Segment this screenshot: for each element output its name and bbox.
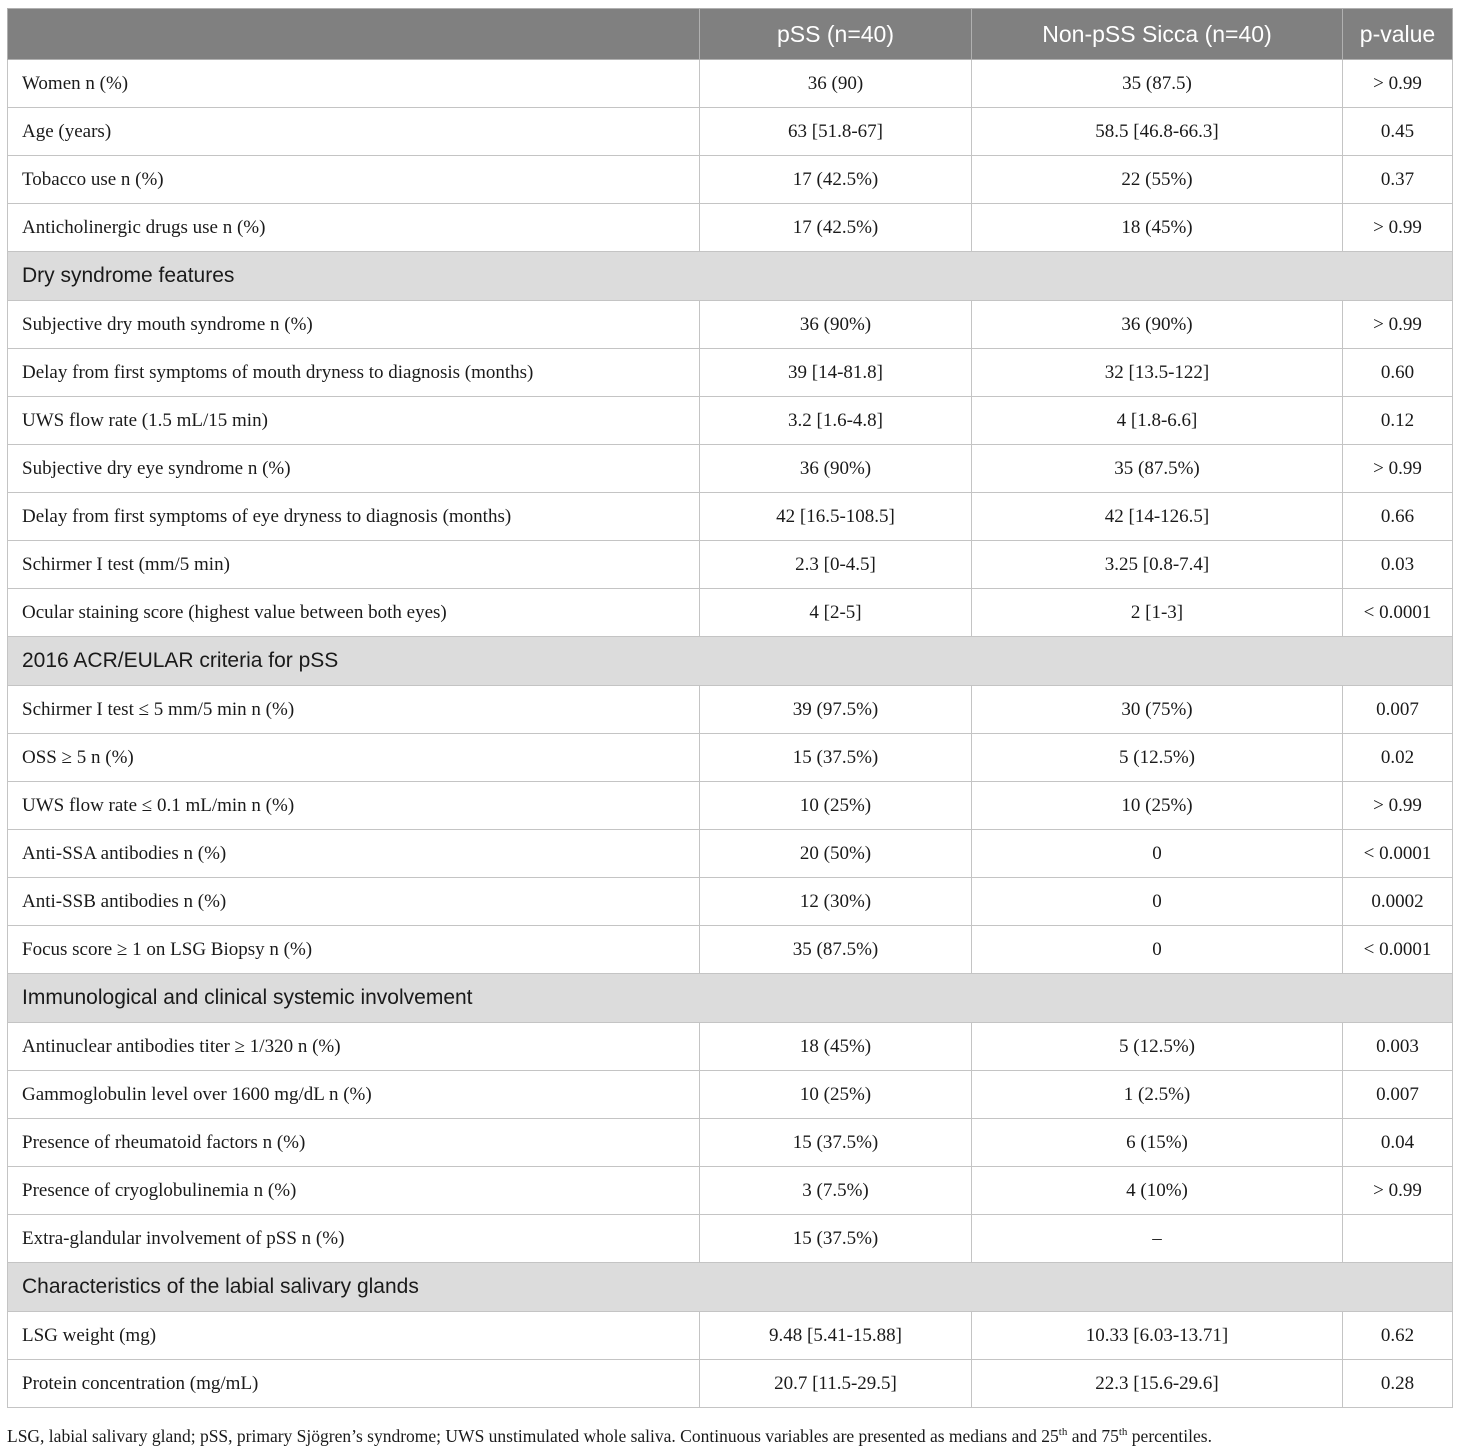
p-value: 0.60 xyxy=(1343,349,1453,397)
p-value: > 0.99 xyxy=(1343,204,1453,252)
p-value xyxy=(1343,1215,1453,1263)
p-value: < 0.0001 xyxy=(1343,589,1453,637)
table-row xyxy=(8,686,1453,734)
p-value: 0.003 xyxy=(1343,1023,1453,1071)
row-label: Protein concentration (mg/mL) xyxy=(8,1360,700,1408)
non-pss-value: 58.5 [46.8-66.3] xyxy=(972,108,1343,156)
pss-value: 3 (7.5%) xyxy=(700,1167,972,1215)
row-label: Antinuclear antibodies titer ≥ 1/320 n (%) xyxy=(8,1023,700,1071)
pss-value: 15 (37.5%) xyxy=(700,1215,972,1263)
table-row xyxy=(8,830,1453,878)
pss-value: 15 (37.5%) xyxy=(700,734,972,782)
row-label: Anticholinergic drugs use n (%) xyxy=(8,204,700,252)
table-row xyxy=(8,445,1453,493)
section-title: 2016 ACR/EULAR criteria for pSS xyxy=(8,637,1453,686)
pss-value: 15 (37.5%) xyxy=(700,1119,972,1167)
row-label: OSS ≥ 5 n (%) xyxy=(8,734,700,782)
table-row xyxy=(8,589,1453,637)
non-pss-value: 0 xyxy=(972,926,1343,974)
table-row xyxy=(8,734,1453,782)
row-label: Tobacco use n (%) xyxy=(8,156,700,204)
pss-value: 20.7 [11.5-29.5] xyxy=(700,1360,972,1408)
non-pss-value: 6 (15%) xyxy=(972,1119,1343,1167)
non-pss-value: 5 (12.5%) xyxy=(972,1023,1343,1071)
non-pss-value: – xyxy=(972,1215,1343,1263)
table-body xyxy=(8,60,1453,1408)
non-pss-value: 35 (87.5) xyxy=(972,60,1343,108)
row-label: Presence of rheumatoid factors n (%) xyxy=(8,1119,700,1167)
row-label: Focus score ≥ 1 on LSG Biopsy n (%) xyxy=(8,926,700,974)
section-header-row xyxy=(8,637,1453,686)
table-row xyxy=(8,301,1453,349)
p-value: 0.62 xyxy=(1343,1312,1453,1360)
footnote-superscript: th xyxy=(1118,1426,1128,1439)
pss-value: 4 [2-5] xyxy=(700,589,972,637)
row-label: Presence of cryoglobulinemia n (%) xyxy=(8,1167,700,1215)
pss-value: 2.3 [0-4.5] xyxy=(700,541,972,589)
p-value: > 0.99 xyxy=(1343,782,1453,830)
row-label: Anti-SSA antibodies n (%) xyxy=(8,830,700,878)
non-pss-value: 4 [1.8-6.6] xyxy=(972,397,1343,445)
table-row xyxy=(8,1023,1453,1071)
non-pss-value: 1 (2.5%) xyxy=(972,1071,1343,1119)
footnote-text: and 75 xyxy=(1067,1426,1119,1446)
table-row xyxy=(8,493,1453,541)
section-header-row xyxy=(8,252,1453,301)
row-label: Gammoglobulin level over 1600 mg/dL n (%) xyxy=(8,1071,700,1119)
non-pss-value: 22 (55%) xyxy=(972,156,1343,204)
data-table xyxy=(7,8,1453,1408)
p-value: 0.007 xyxy=(1343,1071,1453,1119)
pss-value: 39 (97.5%) xyxy=(700,686,972,734)
non-pss-value: 4 (10%) xyxy=(972,1167,1343,1215)
footnote-text: LSG, labial salivary gland; pSS, primary Sjögren’s syndrome; UWS unstimulated whole saliva. Continuous variables are presented as medians and 25 xyxy=(7,1426,1059,1446)
table-row xyxy=(8,878,1453,926)
footnote-superscript: th xyxy=(1058,1426,1068,1439)
pss-value: 10 (25%) xyxy=(700,782,972,830)
pss-value: 17 (42.5%) xyxy=(700,156,972,204)
non-pss-value: 18 (45%) xyxy=(972,204,1343,252)
header-variable xyxy=(8,9,700,60)
non-pss-value: 3.25 [0.8-7.4] xyxy=(972,541,1343,589)
non-pss-value: 10.33 [6.03-13.71] xyxy=(972,1312,1343,1360)
table-row xyxy=(8,349,1453,397)
non-pss-value: 2 [1-3] xyxy=(972,589,1343,637)
non-pss-value: 36 (90%) xyxy=(972,301,1343,349)
section-header-row xyxy=(8,1263,1453,1312)
non-pss-value: 0 xyxy=(972,830,1343,878)
pss-value: 36 (90) xyxy=(700,60,972,108)
header-pss: pSS (n=40) xyxy=(700,9,972,60)
table-row xyxy=(8,1167,1453,1215)
pss-value: 39 [14-81.8] xyxy=(700,349,972,397)
row-label: Extra-glandular involvement of pSS n (%) xyxy=(8,1215,700,1263)
table-footnote xyxy=(7,1426,1457,1447)
row-label: UWS flow rate ≤ 0.1 mL/min n (%) xyxy=(8,782,700,830)
p-value: 0.007 xyxy=(1343,686,1453,734)
table-row xyxy=(8,541,1453,589)
pss-value: 36 (90%) xyxy=(700,445,972,493)
non-pss-value: 32 [13.5-122] xyxy=(972,349,1343,397)
pss-value: 18 (45%) xyxy=(700,1023,972,1071)
section-title: Immunological and clinical systemic involvement xyxy=(8,974,1453,1023)
row-label: Anti-SSB antibodies n (%) xyxy=(8,878,700,926)
row-label: Schirmer I test (mm/5 min) xyxy=(8,541,700,589)
pss-value: 35 (87.5%) xyxy=(700,926,972,974)
table-row xyxy=(8,1119,1453,1167)
row-label: Women n (%) xyxy=(8,60,700,108)
p-value: 0.28 xyxy=(1343,1360,1453,1408)
pss-value: 3.2 [1.6-4.8] xyxy=(700,397,972,445)
pss-value: 10 (25%) xyxy=(700,1071,972,1119)
row-label: Delay from first symptoms of eye dryness to diagnosis (months) xyxy=(8,493,700,541)
p-value: 0.66 xyxy=(1343,493,1453,541)
p-value: 0.0002 xyxy=(1343,878,1453,926)
p-value: < 0.0001 xyxy=(1343,830,1453,878)
pss-value: 42 [16.5-108.5] xyxy=(700,493,972,541)
pss-value: 12 (30%) xyxy=(700,878,972,926)
pss-value: 9.48 [5.41-15.88] xyxy=(700,1312,972,1360)
row-label: UWS flow rate (1.5 mL/15 min) xyxy=(8,397,700,445)
table-row xyxy=(8,1071,1453,1119)
non-pss-value: 42 [14-126.5] xyxy=(972,493,1343,541)
p-value: 0.12 xyxy=(1343,397,1453,445)
row-label: LSG weight (mg) xyxy=(8,1312,700,1360)
table-row xyxy=(8,204,1453,252)
row-label: Schirmer I test ≤ 5 mm/5 min n (%) xyxy=(8,686,700,734)
non-pss-value: 10 (25%) xyxy=(972,782,1343,830)
header-non-pss-sicca: Non-pSS Sicca (n=40) xyxy=(972,9,1343,60)
section-title: Characteristics of the labial salivary glands xyxy=(8,1263,1453,1312)
non-pss-value: 30 (75%) xyxy=(972,686,1343,734)
section-title: Dry syndrome features xyxy=(8,252,1453,301)
p-value: 0.03 xyxy=(1343,541,1453,589)
p-value: > 0.99 xyxy=(1343,60,1453,108)
table-row xyxy=(8,1215,1453,1263)
non-pss-value: 0 xyxy=(972,878,1343,926)
row-label: Subjective dry mouth syndrome n (%) xyxy=(8,301,700,349)
p-value: > 0.99 xyxy=(1343,445,1453,493)
header-row xyxy=(8,9,1453,60)
p-value: 0.02 xyxy=(1343,734,1453,782)
pss-value: 20 (50%) xyxy=(700,830,972,878)
p-value: 0.04 xyxy=(1343,1119,1453,1167)
footnote-text: percentiles. xyxy=(1127,1426,1212,1446)
section-header-row xyxy=(8,974,1453,1023)
row-label: Delay from first symptoms of mouth dryness to diagnosis (months) xyxy=(8,349,700,397)
pss-value: 36 (90%) xyxy=(700,301,972,349)
non-pss-value: 22.3 [15.6-29.6] xyxy=(972,1360,1343,1408)
p-value: 0.37 xyxy=(1343,156,1453,204)
row-label: Ocular staining score (highest value between both eyes) xyxy=(8,589,700,637)
table-row xyxy=(8,108,1453,156)
header-p-value: p-value xyxy=(1343,9,1453,60)
p-value: > 0.99 xyxy=(1343,1167,1453,1215)
pss-value: 63 [51.8-67] xyxy=(700,108,972,156)
non-pss-value: 5 (12.5%) xyxy=(972,734,1343,782)
row-label: Age (years) xyxy=(8,108,700,156)
table-row xyxy=(8,1312,1453,1360)
pss-value: 17 (42.5%) xyxy=(700,204,972,252)
p-value: < 0.0001 xyxy=(1343,926,1453,974)
table-row xyxy=(8,156,1453,204)
table-row xyxy=(8,397,1453,445)
table-row xyxy=(8,926,1453,974)
p-value: 0.45 xyxy=(1343,108,1453,156)
non-pss-value: 35 (87.5%) xyxy=(972,445,1343,493)
p-value: > 0.99 xyxy=(1343,301,1453,349)
table-row xyxy=(8,782,1453,830)
table-row xyxy=(8,1360,1453,1408)
table-row xyxy=(8,60,1453,108)
row-label: Subjective dry eye syndrome n (%) xyxy=(8,445,700,493)
